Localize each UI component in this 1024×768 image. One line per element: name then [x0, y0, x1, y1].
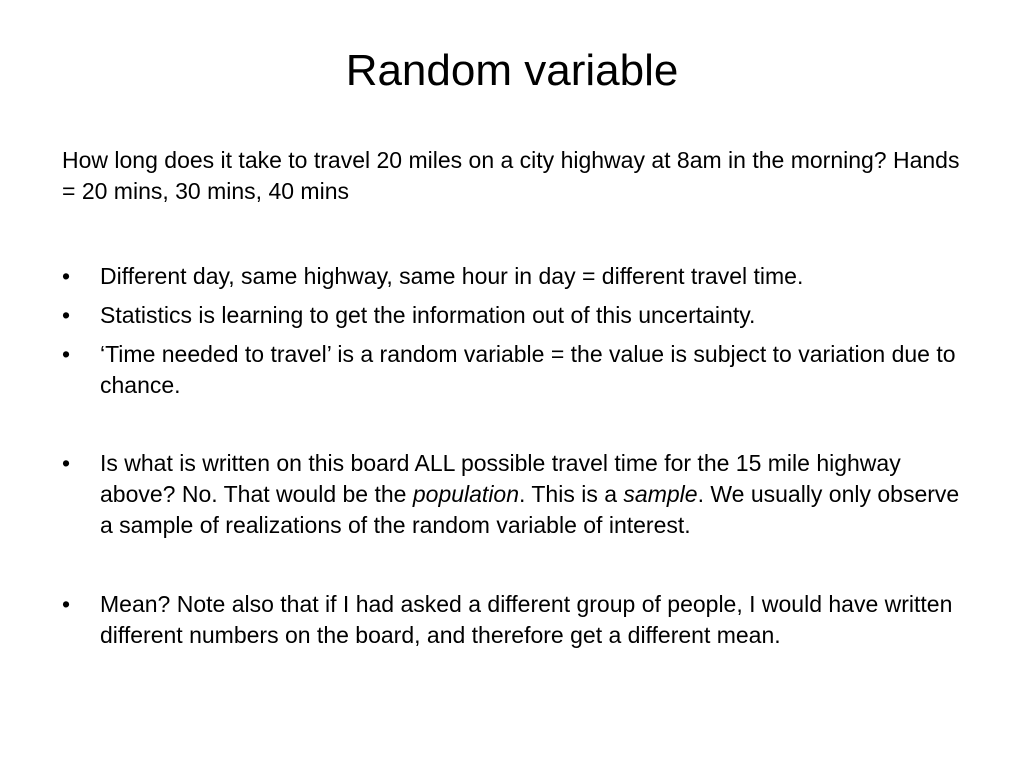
emphasis-population: population: [412, 481, 520, 507]
bullet-text-part: . We usually only observe a sample of realizations of the random variable of interest.: [100, 481, 960, 538]
bullet-text: Statistics is learning to get the information out of this uncertainty.: [100, 302, 756, 328]
bullet-item: [62, 448, 972, 541]
bullet-text-part: Is what is written on this board ALL possible travel time for the 15 mile highway above? No. That would be the: [100, 450, 901, 507]
bullet-item: [62, 300, 972, 331]
bullet-text: Different day, same highway, same hour in day = different travel time.: [100, 263, 804, 289]
bullet-text: ‘Time needed to travel’ is a random variable = the value is subject to variation due to chance.: [100, 341, 956, 398]
slide-title: Random variable: [345, 46, 679, 95]
bullet-item: [62, 339, 972, 401]
slide-body: [62, 145, 972, 659]
bullet-item: [62, 589, 972, 651]
emphasis-sample: sample: [623, 481, 698, 507]
bullet-icon: •: [62, 450, 71, 476]
bullet-text-part: . This is a: [519, 481, 624, 507]
bullet-icon: •: [62, 302, 71, 328]
bullet-icon: •: [62, 591, 71, 617]
bullet-icon: •: [62, 263, 71, 289]
bullet-icon: •: [62, 341, 71, 367]
bullet-text: [100, 450, 959, 538]
bullet-text: Mean? Note also that if I had asked a different group of people, I would have written different numbers on the board, and therefore get a different mean.: [100, 591, 953, 648]
intro-paragraph: How long does it take to travel 20 miles on a city highway at 8am in the morning? Hands = 20 mins, 30 mins, 40 mins: [62, 147, 960, 204]
bullet-item: [62, 261, 972, 292]
bullet-list: [62, 261, 972, 651]
